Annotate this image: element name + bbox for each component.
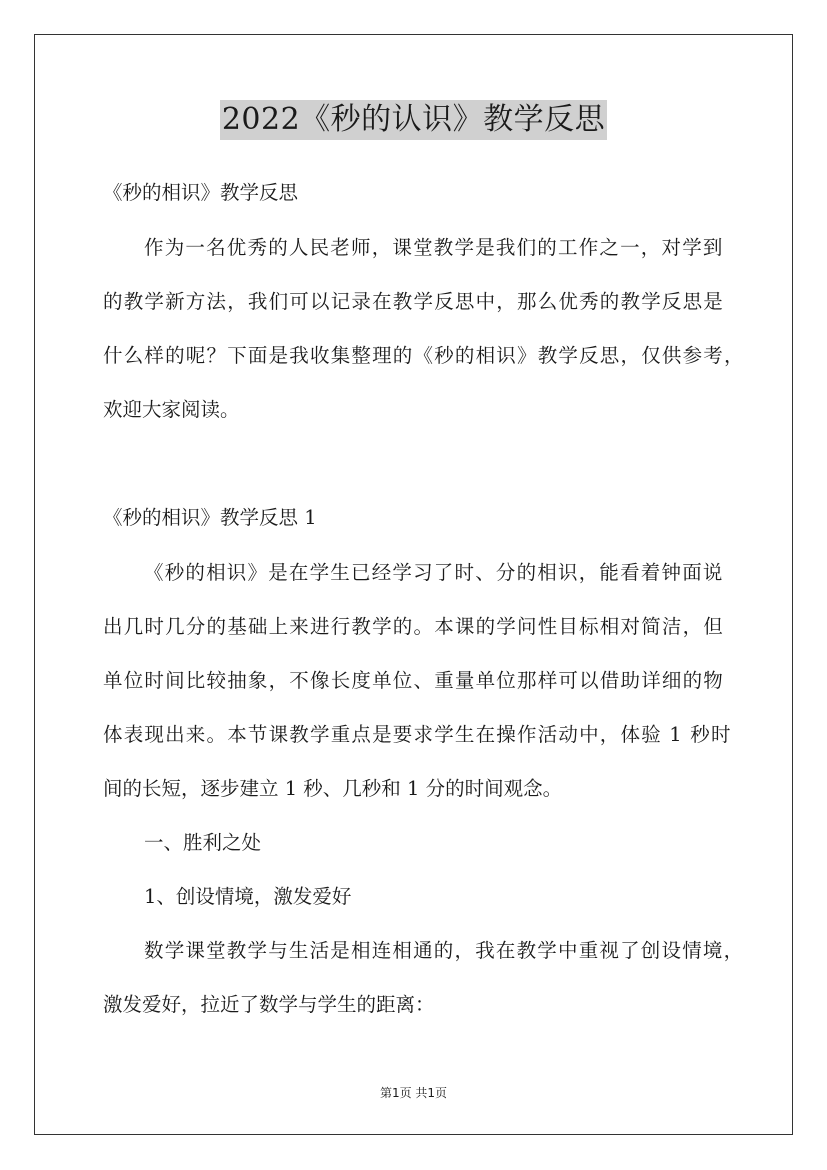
page-footer: 第1页 共1页 xyxy=(379,1086,448,1100)
paragraph-line: 作为一名优秀的人民老师，课堂教学是我们的工作之一，对学到 xyxy=(144,236,724,259)
subheading: 1、创设情境，激发爱好 xyxy=(144,885,352,908)
subheading: 一、胜利之处 xyxy=(144,831,262,854)
paragraph-line: 激发爱好，拉近了数学与学生的距离： xyxy=(103,993,435,1016)
section-heading: 《秒的相识》教学反思 xyxy=(103,181,299,204)
paragraph-line: 体表现出来。本节课教学重点是要求学生在操作活动中，体验 1 秒时 xyxy=(103,723,732,746)
document-title-text: 2022《秒的认识》教学反思 xyxy=(220,100,607,140)
section-heading: 《秒的相识》教学反思 1 xyxy=(103,506,317,529)
paragraph-line: 间的长短，逐步建立 1 秒、几秒和 1 分的时间观念。 xyxy=(103,777,563,800)
paragraph-line: 单位时间比较抽象，不像长度单位、重量单位那样可以借助详细的物 xyxy=(103,669,725,692)
paragraph-line: 数学课堂教学与生活是相连相通的，我在教学中重视了创设情境， xyxy=(144,939,745,962)
paragraph-line: 《秒的相识》是在学生已经学习了时、分的相识，能看着钟面说 xyxy=(144,561,724,584)
paragraph-line: 的教学新方法，我们可以记录在教学反思中，那么优秀的教学反思是 xyxy=(103,290,725,313)
paragraph-line: 什么样的呢？下面是我收集整理的《秒的相识》教学反思，仅供参考， xyxy=(103,344,745,367)
paragraph-line: 欢迎大家阅读。 xyxy=(103,398,240,421)
document-title xyxy=(0,100,827,140)
paragraph-line: 出几时几分的基础上来进行教学的。本课的学问性目标相对简洁，但 xyxy=(103,615,725,638)
